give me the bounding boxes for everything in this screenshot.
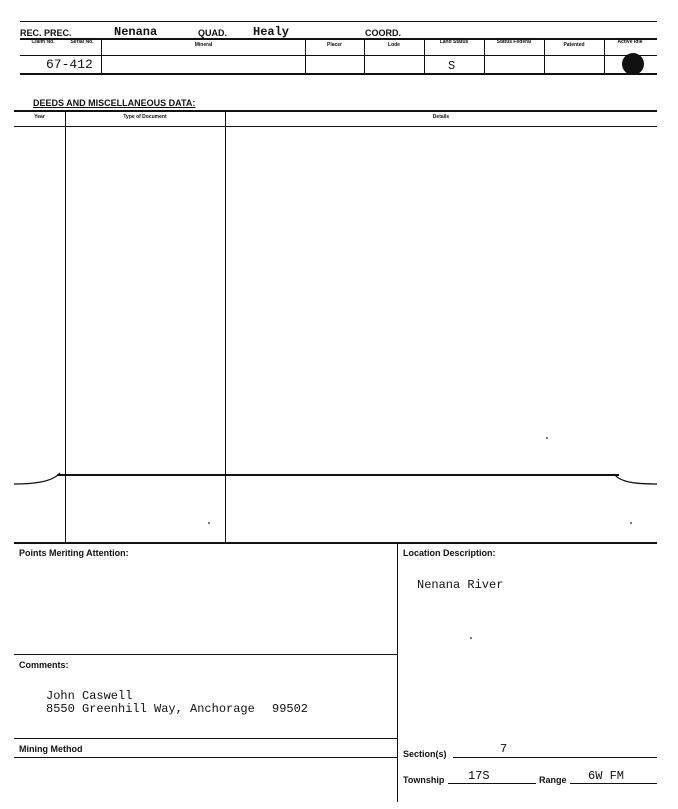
placer-header: Placer xyxy=(326,42,342,48)
active-idle-header: Active Idle xyxy=(617,39,643,45)
range-value: 6W FM xyxy=(588,769,625,783)
comments-label: Comments: xyxy=(19,660,69,670)
deeds-divider-type xyxy=(225,110,226,542)
mining-method-top-line xyxy=(14,738,397,739)
mineral-header: Mineral xyxy=(194,42,213,48)
active-indicator-dot xyxy=(622,53,644,75)
col-divider-5 xyxy=(484,38,485,74)
col-divider-2 xyxy=(305,38,306,74)
speck xyxy=(546,437,548,439)
lower-section-top-line xyxy=(14,542,657,544)
township-label: Township xyxy=(403,775,445,785)
patented-header: Patented xyxy=(563,42,585,48)
page-overlap-line xyxy=(57,474,619,476)
col-divider-1 xyxy=(101,38,102,74)
quad-label: QUAD. xyxy=(198,28,227,38)
col-divider-4 xyxy=(424,38,425,74)
status-federal-header: Status Federal xyxy=(496,39,532,45)
serial-no-header: Serial No. xyxy=(70,39,94,45)
deeds-title: DEEDS AND MISCELLANEOUS DATA: xyxy=(33,98,196,108)
column-header-underline xyxy=(20,55,657,56)
township-value: 17S xyxy=(468,769,490,783)
details-header: Details xyxy=(432,114,450,120)
land-status-value: S xyxy=(448,59,456,73)
location-description-value: Nenana River xyxy=(417,578,504,592)
mining-method-underline xyxy=(14,757,397,758)
speck xyxy=(208,522,210,524)
range-label: Range xyxy=(539,775,567,785)
speck xyxy=(630,522,632,524)
col-divider-7 xyxy=(604,38,605,74)
mining-method-label: Mining Method xyxy=(19,744,83,754)
right-curl-mark xyxy=(614,470,659,490)
range-underline xyxy=(570,783,657,784)
claim-no-value: 67-412 xyxy=(46,57,93,72)
left-curl-mark xyxy=(14,470,64,490)
land-status-header: Land Status xyxy=(439,39,469,45)
points-meriting-attention-label: Points Meriting Attention: xyxy=(19,548,129,558)
lower-section-divider xyxy=(397,542,398,802)
year-header: Year xyxy=(34,114,45,120)
header-underline xyxy=(20,38,657,40)
lode-header: Lode xyxy=(388,42,400,48)
row-bottom-line xyxy=(20,73,657,75)
quad-value: Healy xyxy=(253,25,290,39)
col-divider-6 xyxy=(544,38,545,74)
section-label: Section(s) xyxy=(403,749,447,759)
deeds-top-line xyxy=(14,110,657,112)
speck xyxy=(470,637,472,639)
type-of-document-header: Type of Document xyxy=(123,114,167,120)
location-description-label: Location Description: xyxy=(403,548,496,558)
col-divider-3 xyxy=(364,38,365,74)
deeds-divider-year xyxy=(65,110,66,542)
deeds-header-underline xyxy=(14,126,657,127)
claim-no-header: Claim No. xyxy=(31,39,55,45)
rec-prec-value: Nenana xyxy=(114,25,158,39)
comments-zip: 99502 xyxy=(272,702,309,716)
section-underline xyxy=(453,757,657,758)
section-value: 7 xyxy=(500,742,508,756)
comments-top-line xyxy=(14,654,397,655)
coord-label: COORD. xyxy=(365,28,401,38)
comments-address: 8550 Greenhill Way, Anchorage xyxy=(46,702,255,716)
township-underline xyxy=(448,783,536,784)
rec-prec-label: REC. PREC. xyxy=(20,28,72,38)
top-border xyxy=(20,21,657,22)
comments-name: John Caswell xyxy=(46,689,133,703)
